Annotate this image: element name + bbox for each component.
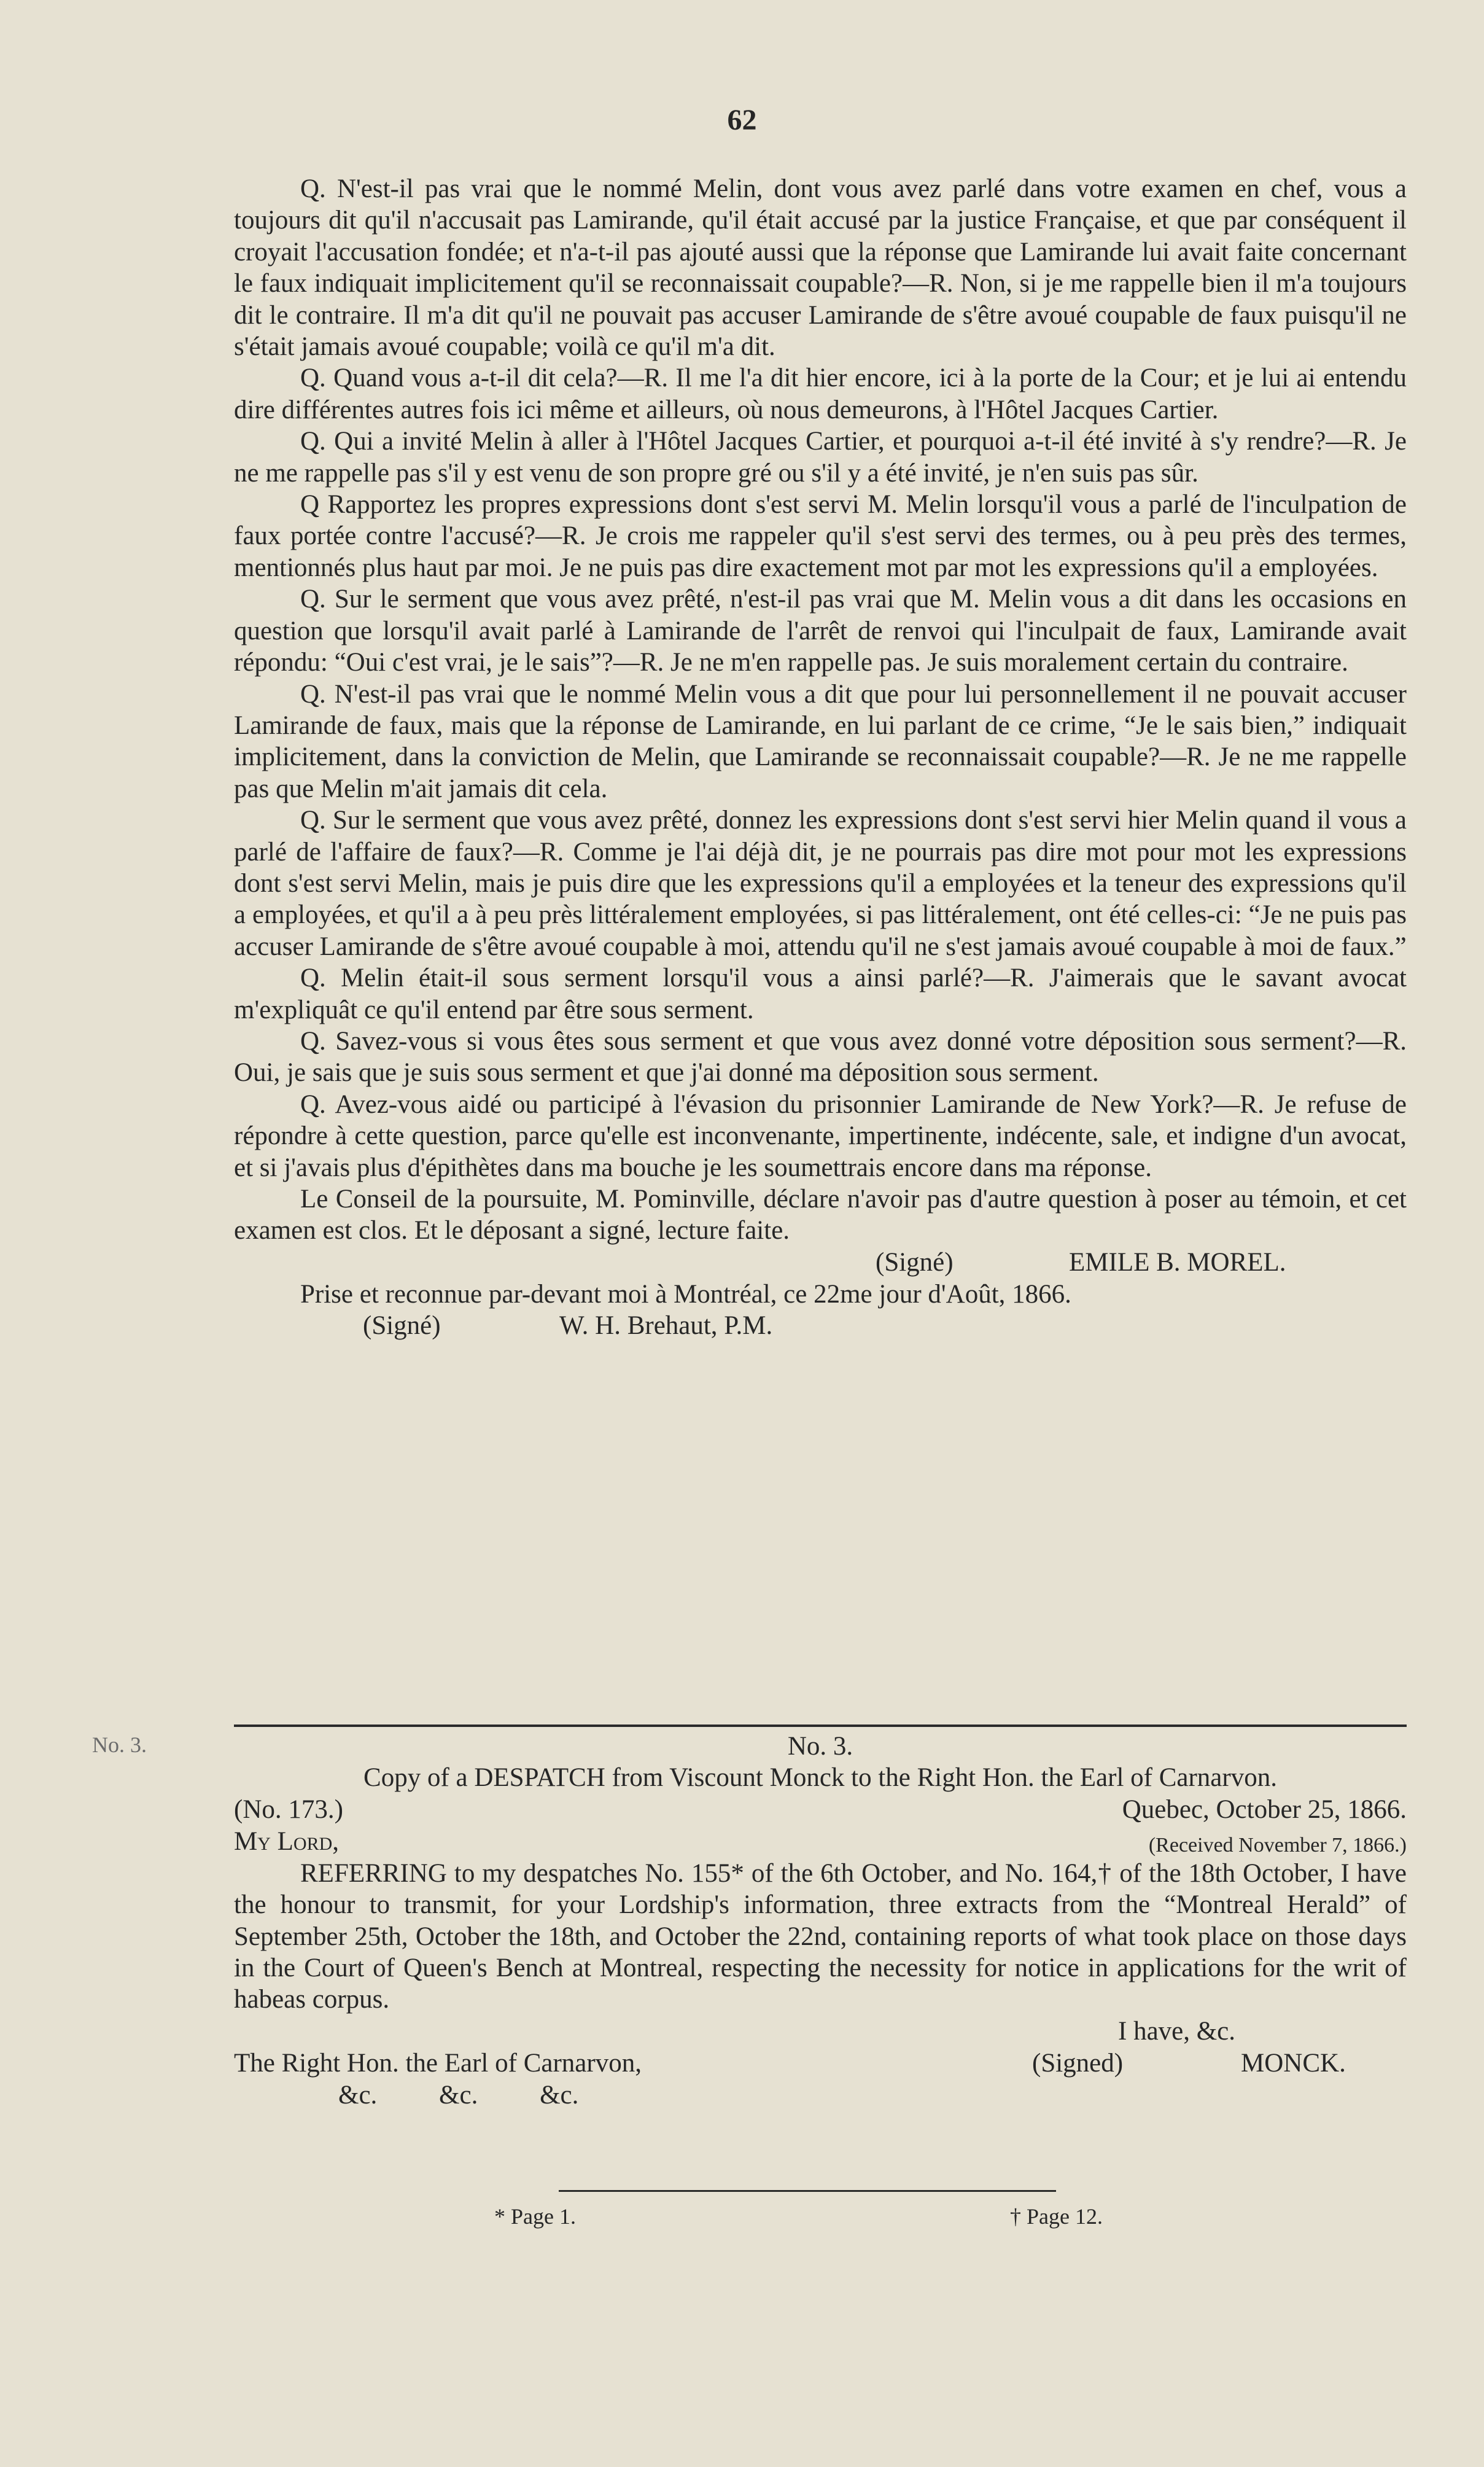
- signed-label: (Signed): [1032, 2048, 1124, 2078]
- despatch-place-date: Quebec, October 25, 1866.: [1122, 1795, 1407, 1824]
- closing-row: [234, 2016, 1407, 2048]
- magistrate-name: W. H. Brehaut, P.M.: [559, 1311, 773, 1341]
- addressee-etc-row: [234, 2079, 1407, 2111]
- signer: MONCK.: [1241, 2048, 1346, 2078]
- testimony-paragraph: Q. Sur le serment que vous avez prêté, donnez les expressions dont s'est servi hier Melin quand il vous a parlé de l'affaire de faux?—R. Comme je l'ai déjà dit, je ne pourrais pas dire mot pour mot les expressions dont s'est servi Melin, mais je puis dire que les expressions qu'il a employées et la teneur des expressions qu'il a employées, et qu'il a à peu près littéralement employées, si pas littéralement, ont été celles-ci: “Je ne puis pas accuser Lamirande de s'être avoué coupable à moi, attendu qu'il ne s'est jamais avoué coupable à moi de faux.”: [234, 806, 1407, 961]
- addressee-row: [234, 2048, 1407, 2079]
- signed-label: (Signé): [876, 1247, 954, 1277]
- section-divider: [234, 1725, 1407, 1727]
- addressee: The Right Hon. the Earl of Carnarvon,: [234, 2048, 642, 2078]
- testimony-paragraph: Q. N'est-il pas vrai que le nommé Melin, dont vous avez parlé dans votre examen en chef, vous a toujours dit qu'il n'accusait pas Lamirande, qu'il était accusé par la justice Française, et que par conséquent il croyait l'accusation fondée; et n'a-t-il pas ajouté aussi que la réponse que Lamirande lui avait faite concernant le faux indiquait implicitement qu'il se reconnaissait coupable?—R. Non, si je me rappelle bien il m'a toujours dit le contraire. Il m'a dit qu'il ne pouvait pas accuser Lamirande de s'être avoué coupable de faux puisqu'il ne s'était jamais avoué coupable; voilà ce qu'il m'a dit.: [234, 174, 1407, 362]
- testimony-paragraph: Q. Avez-vous aidé ou participé à l'évasion du prisonnier Lamirande de New York?—R. Je refuse de répondre à cette question, parce qu'elle est inconvenante, impertinente, indécente, sale, et indigne d'un avocat, et si j'avais plus d'épithètes dans ma bouche je les soumettrais encore dans ma réponse.: [234, 1089, 1407, 1182]
- footnote: * Page 1.: [494, 2204, 576, 2229]
- margin-number: No. 3.: [92, 1732, 147, 1757]
- page-number: 62: [727, 104, 757, 136]
- signed-label: (Signé): [363, 1311, 441, 1341]
- witness-signature: [234, 1247, 1407, 1279]
- testimony-paragraph: Q. Savez-vous si vous êtes sous serment et que vous avez donné votre déposition sous serment?—R. Oui, je sais que je suis sous serment et que j'ai donné ma déposition sous serment.: [234, 1026, 1407, 1088]
- footnote-rule: [559, 2190, 1056, 2192]
- despatch-number: No. 3.: [787, 1732, 853, 1761]
- testimony-paragraph: Q. N'est-il pas vrai que le nommé Melin vous a dit que pour lui personnellement il ne pouvait accuser Lamirande de faux, mais que la réponse de Lamirande, en lui parlant de ce crime, “Je le sais bien,” indiquait implicitement, dans la conviction de Melin, que Lamirande se reconnaissait coupable?—R. Je ne me rappelle pas que Melin m'ait jamais dit cela.: [234, 679, 1407, 803]
- testimony-section: [234, 173, 1407, 1342]
- magistrate-signature: [234, 1310, 1407, 1342]
- footnote: † Page 12.: [1010, 2204, 1103, 2229]
- witness-name: EMILE B. MOREL.: [1069, 1247, 1286, 1277]
- attestation: Prise et reconnue par-devant moi à Montréal, ce 22me jour d'Août, 1866.: [300, 1279, 1071, 1309]
- testimony-paragraph: Le Conseil de la poursuite, M. Pominville, déclare n'avoir pas d'autre question à poser au témoin, et cet examen est clos. Et le déposant a signé, lecture faite.: [234, 1185, 1407, 1245]
- footnotes: [0, 2204, 1484, 2234]
- despatch-ref: (No. 173.): [234, 1795, 343, 1824]
- testimony-paragraph: Q. Quand vous a-t-il dit cela?—R. Il me l'a dit hier encore, ici à la porte de la Cour; et je lui ai entendu dire différentes autres fois ici même et ailleurs, où nous demeurons, à l'Hôtel Jacques Cartier.: [234, 364, 1407, 424]
- despatch-body: REFERRING to my despatches No. 155* of the 6th October, and No. 164,† of the 18th October, I have the honour to transmit, for your Lordship's information, three extracts from the “Montreal Herald” of September 25th, October the 18th, and October the 22nd, containing reports of what took place on those days in the Court of Queen's Bench at Montreal, respecting the necessity for notice in applications for the writ of habeas corpus.: [234, 1858, 1407, 2014]
- despatch-ref-row: [234, 1794, 1407, 1826]
- testimony-paragraph: Q. Melin était-il sous serment lorsqu'il vous a ainsi parlé?—R. J'aimerais que le savant avocat m'expliquât ce qu'il entend par être sous serment.: [234, 964, 1407, 1024]
- addressee-etc: &c. &c. &c.: [338, 2080, 579, 2110]
- testimony-paragraph: Q Rapportez les propres expressions dont s'est servi M. Melin lorsqu'il vous a parlé de l'inculpation de faux portée contre l'accusé?—R. Je crois me rappeler qu'il s'est servi des termes, ou à peu près des termes, mentionnés plus haut par moi. Je ne puis pas dire exactement mot par mot les expressions qu'il a employées.: [234, 490, 1407, 582]
- testimony-paragraph: Q. Sur le serment que vous avez prêté, n'est-il pas vrai que M. Melin vous a dit dans les occasions en question que lorsqu'il avait parlé à Lamirande de l'arrêt de renvoi qui l'inculpait de faux, Lamirande avait répondu: “Oui c'est vrai, je le sais”?—R. Je ne m'en rappelle pas. Je suis moralement certain du contraire.: [234, 585, 1407, 677]
- received-date: (Received November 7, 1866.): [1148, 1833, 1407, 1857]
- salutation-row: [234, 1826, 1407, 1858]
- despatch-title: Copy of a DESPATCH from Viscount Monck to the Right Hon. the Earl of Carnarvon.: [363, 1763, 1277, 1793]
- closing: I have, &c.: [1118, 2016, 1236, 2046]
- salutation: My Lord,: [234, 1826, 340, 1856]
- testimony-paragraph: Q. Qui a invité Melin à aller à l'Hôtel Jacques Cartier, et pourquoi a-t-il été invité à s'y rendre?—R. Je ne me rappelle pas s'il y est venu de son propre gré ou s'il y a été invité, je n'en suis pas sûr.: [234, 427, 1407, 488]
- despatch-section: [234, 1731, 1407, 2111]
